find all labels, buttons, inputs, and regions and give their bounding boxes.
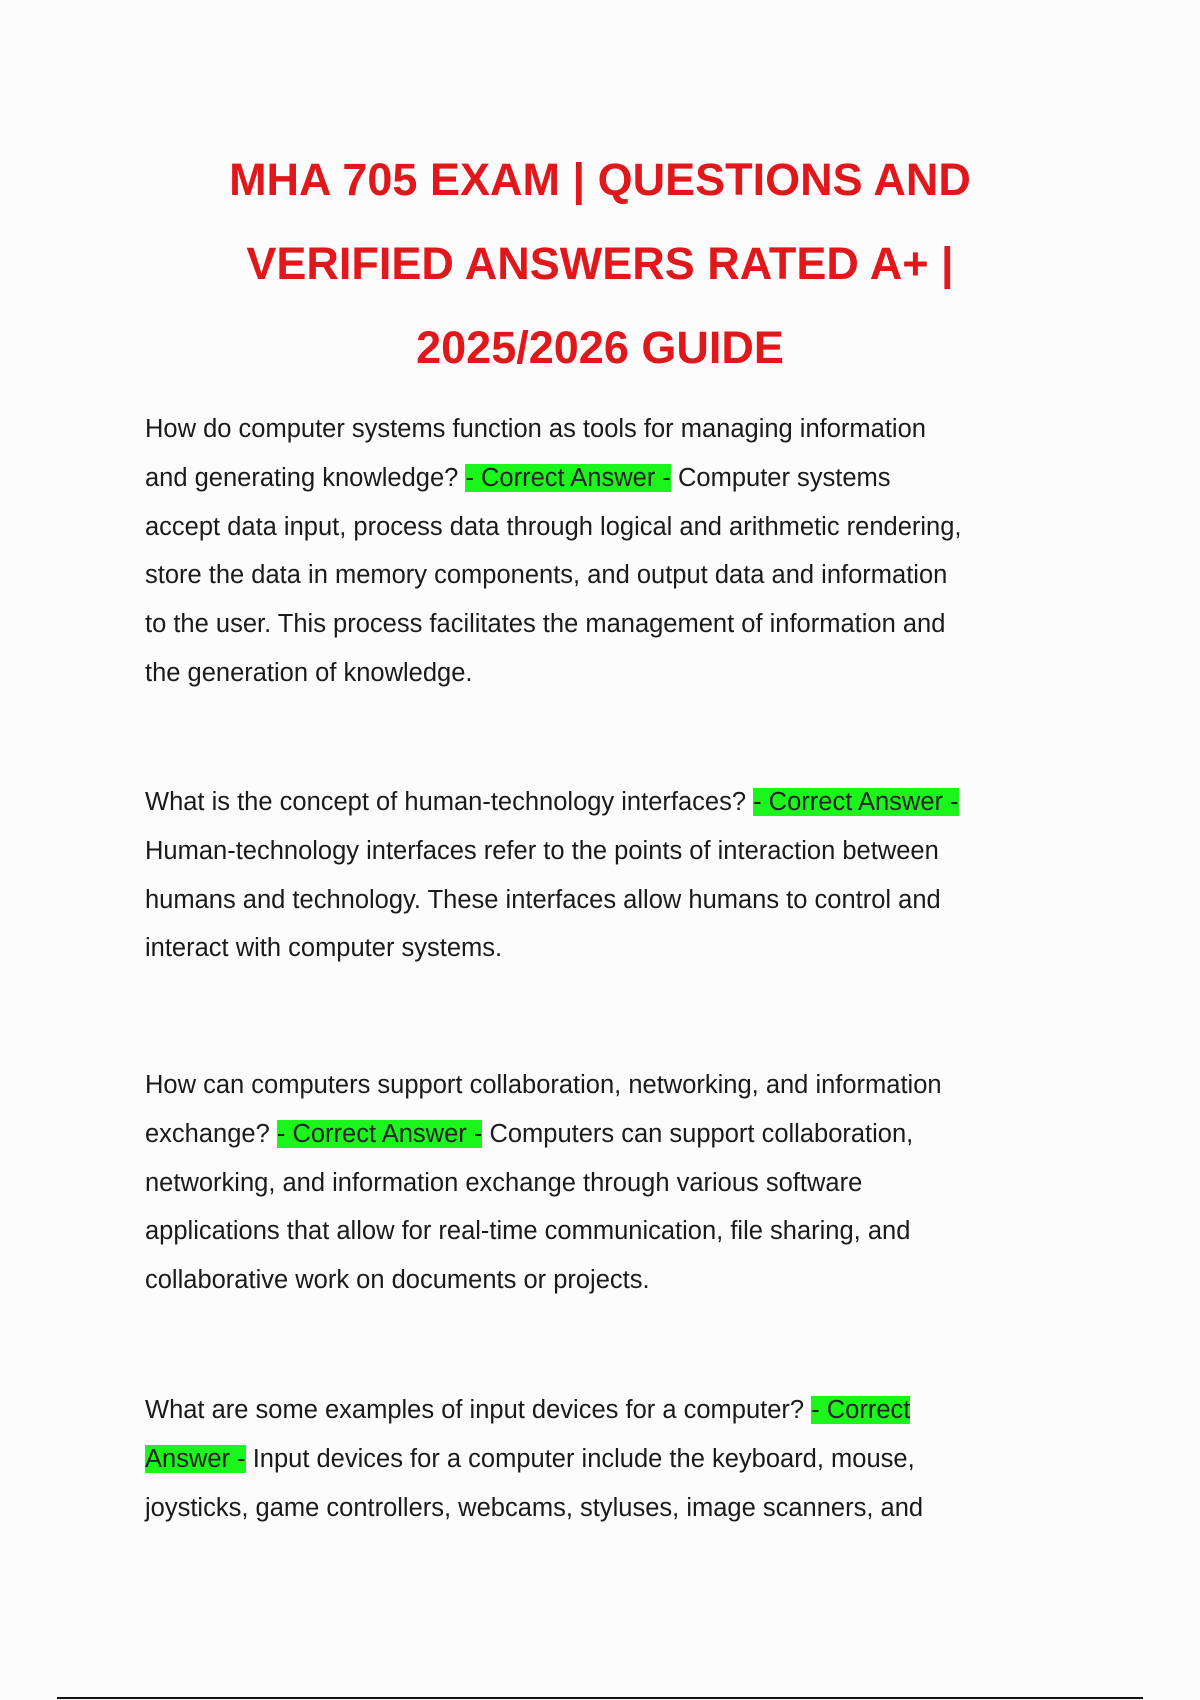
- text-line: [145, 454, 1065, 503]
- qa-item: [145, 778, 1065, 973]
- title-line: MHA 705 EXAM | QUESTIONS AND: [229, 154, 971, 205]
- page-bottom-divider: [57, 1697, 1143, 1699]
- correct-answer-marker: - Correct Answer -: [465, 463, 671, 492]
- text-line: [145, 1435, 1065, 1484]
- question-text: What is the concept of human-technology interfaces?: [145, 788, 747, 816]
- answer-text: Input devices for a computer include the keyboard, mouse,: [252, 1444, 915, 1473]
- text-line: accept data input, process data through logical and arithmetic rendering,: [145, 512, 962, 541]
- text-line: Human-technology interfaces refer to the points of interaction between: [145, 836, 939, 865]
- text-line: store the data in memory components, and output data and information: [145, 561, 948, 590]
- text-line: collaborative work on documents or projects.: [145, 1266, 650, 1295]
- qa-item: [145, 1061, 1065, 1305]
- text-line: interact with computer systems.: [145, 934, 503, 963]
- correct-answer-marker: Answer -: [145, 1444, 246, 1473]
- text-line: How can computers support collaboration, networking, and information: [145, 1071, 942, 1099]
- qa-item: [145, 405, 1065, 698]
- text-line: humans and technology. These interfaces allow humans to control and: [145, 885, 941, 914]
- question-text: and generating knowledge?: [145, 463, 459, 492]
- correct-answer-marker: - Correct: [811, 1396, 911, 1424]
- document-title: [100, 138, 1100, 390]
- text-line: the generation of knowledge.: [145, 658, 473, 687]
- answer-text: Computers can support collaboration,: [489, 1119, 914, 1148]
- text-line: to the user. This process facilitates the management of information and: [145, 610, 946, 639]
- text-line: [145, 778, 1065, 827]
- text-line: [145, 1110, 1065, 1159]
- text-line: [145, 1386, 1065, 1435]
- question-text: What are some examples of input devices for a computer?: [145, 1396, 805, 1424]
- title-line: 2025/2026 GUIDE: [416, 322, 784, 373]
- question-text: exchange?: [145, 1119, 270, 1148]
- qa-item: [145, 1386, 1065, 1532]
- correct-answer-marker: - Correct Answer -: [753, 788, 959, 816]
- correct-answer-marker: - Correct Answer -: [276, 1119, 483, 1148]
- answer-text: Computer systems: [678, 463, 891, 492]
- text-line: networking, and information exchange through various software: [145, 1168, 863, 1197]
- text-line: joysticks, game controllers, webcams, styluses, image scanners, and: [145, 1493, 924, 1522]
- text-line: applications that allow for real-time communication, file sharing, and: [145, 1217, 911, 1246]
- title-line: VERIFIED ANSWERS RATED A+ |: [246, 238, 954, 289]
- text-line: How do computer systems function as tools for managing information: [145, 415, 926, 443]
